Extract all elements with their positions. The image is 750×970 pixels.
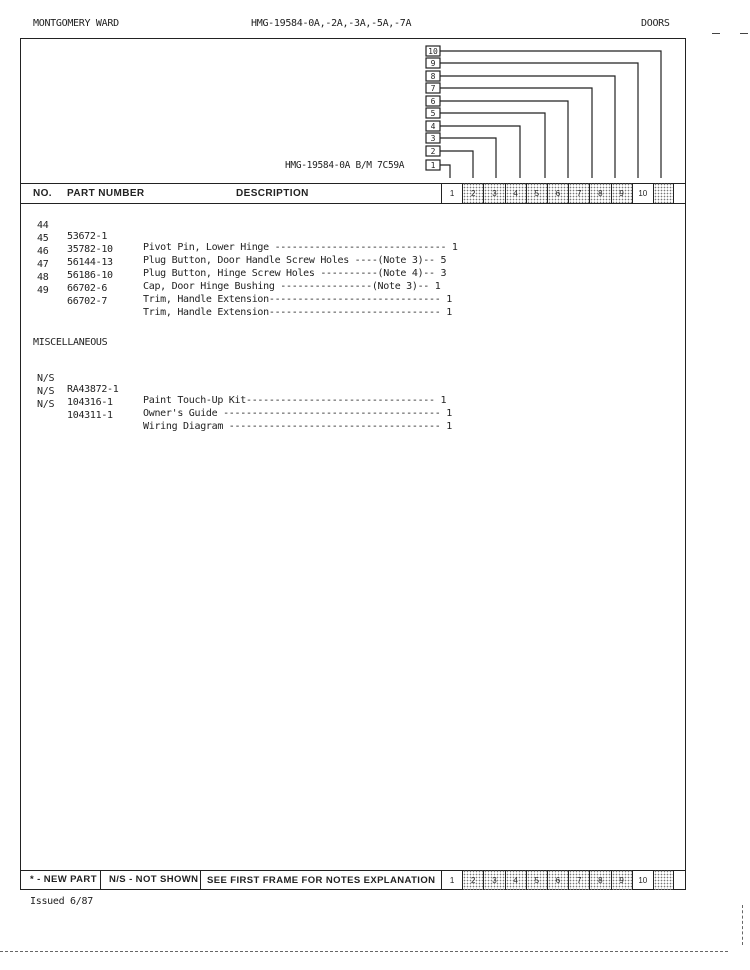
column-number: 6: [547, 870, 568, 890]
part-description: Pivot Pin, Lower Hinge ------------------------------ 1: [143, 242, 458, 253]
column-number: 7: [568, 183, 589, 203]
item-number: 47: [37, 259, 49, 270]
col-header-description: DESCRIPTION: [236, 188, 309, 199]
misc-heading: MISCELLANEOUS: [33, 337, 108, 348]
item-number: 45: [37, 233, 49, 244]
part-number: 35782-10: [67, 244, 113, 255]
item-number: 44: [37, 220, 49, 231]
part-number: 56144-13: [67, 257, 113, 268]
model-number: HMG-19584-0A,-2A,-3A,-5A,-7A: [251, 18, 412, 29]
applicability-columns-header: [441, 183, 674, 203]
box-label: 4: [430, 122, 436, 131]
box-label: 9: [430, 59, 436, 68]
column-number: 4: [505, 870, 526, 890]
column-number: 1: [441, 870, 462, 890]
column-number: 7: [568, 870, 589, 890]
box-label: 5: [430, 109, 436, 118]
not-shown-legend: N/S - NOT SHOWN: [109, 874, 199, 885]
box-label: 3: [430, 134, 436, 143]
col-header-part-number: PART NUMBER: [67, 188, 145, 199]
column-number: 9: [611, 183, 632, 203]
col-header-no: NO.: [33, 188, 52, 199]
item-number: 49: [37, 285, 49, 296]
part-number: 66702-7: [67, 296, 108, 307]
column-filler: [653, 870, 674, 890]
part-description: Owner's Guide -------------------------------------- 1: [143, 408, 452, 419]
item-number: N/S: [37, 386, 55, 397]
part-description: Trim, Handle Extension------------------------------ 1: [143, 307, 452, 318]
header-bottom-rule: [21, 203, 685, 204]
column-number: 5: [526, 183, 547, 203]
brand-name: MONTGOMERY WARD: [33, 18, 119, 29]
column-number: 4: [505, 183, 526, 203]
column-number: 8: [589, 183, 610, 203]
item-number: N/S: [37, 399, 55, 410]
new-part-legend: * - NEW PART: [30, 874, 97, 885]
part-number: 56186-10: [67, 270, 113, 281]
section-title: DOORS: [641, 18, 670, 29]
box-label: 1: [430, 161, 436, 170]
column-number: 1: [441, 183, 462, 203]
part-description: Plug Button, Door Handle Screw Holes ----(Note 3)-- 5: [143, 255, 447, 266]
column-filler: [653, 183, 674, 203]
applicability-columns-footer: [441, 870, 674, 890]
column-number: 9: [611, 870, 632, 890]
part-number: 66702-6: [67, 283, 108, 294]
column-number: 2: [462, 183, 483, 203]
diagram-model-label: HMG-19584-0A B/M 7C59A: [285, 160, 405, 171]
column-number: 6: [547, 183, 568, 203]
box-label: 6: [430, 97, 436, 106]
notes-reference: SEE FIRST FRAME FOR NOTES EXPLANATION: [207, 875, 436, 886]
footer-divider: [100, 871, 101, 889]
column-number: 10: [632, 870, 653, 890]
column-number: 2: [462, 870, 483, 890]
part-description: Plug Button, Hinge Screw Holes ----------(Note 4)-- 3: [143, 268, 447, 279]
footer-band: [21, 871, 441, 889]
issued-date: Issued 6/87: [30, 896, 93, 907]
box-label: 2: [430, 147, 436, 156]
part-description: Paint Touch-Up Kit--------------------------------- 1: [143, 395, 447, 406]
column-number: 3: [483, 870, 504, 890]
box-label: 7: [430, 84, 436, 93]
box-label: 8: [430, 72, 436, 81]
part-number: 53672-1: [67, 231, 108, 242]
footer-divider: [200, 871, 201, 889]
part-description: Trim, Handle Extension------------------------------ 1: [143, 294, 452, 305]
part-number: RA43872-1: [67, 384, 119, 395]
column-number: 10: [632, 183, 653, 203]
scan-edge-line: [742, 905, 743, 945]
column-number: 3: [483, 183, 504, 203]
column-number: 8: [589, 870, 610, 890]
column-number: 5: [526, 870, 547, 890]
part-description: Cap, Door Hinge Bushing ----------------(Note 3)-- 1: [143, 281, 441, 292]
item-number: N/S: [37, 373, 55, 384]
scan-edge-line: [0, 951, 728, 952]
part-number: 104316-1: [67, 397, 113, 408]
part-description: Wiring Diagram ------------------------------------- 1: [143, 421, 452, 432]
part-number: 104311-1: [67, 410, 113, 421]
item-number: 48: [37, 272, 49, 283]
item-number: 46: [37, 246, 49, 257]
box-label: 10: [428, 47, 438, 56]
